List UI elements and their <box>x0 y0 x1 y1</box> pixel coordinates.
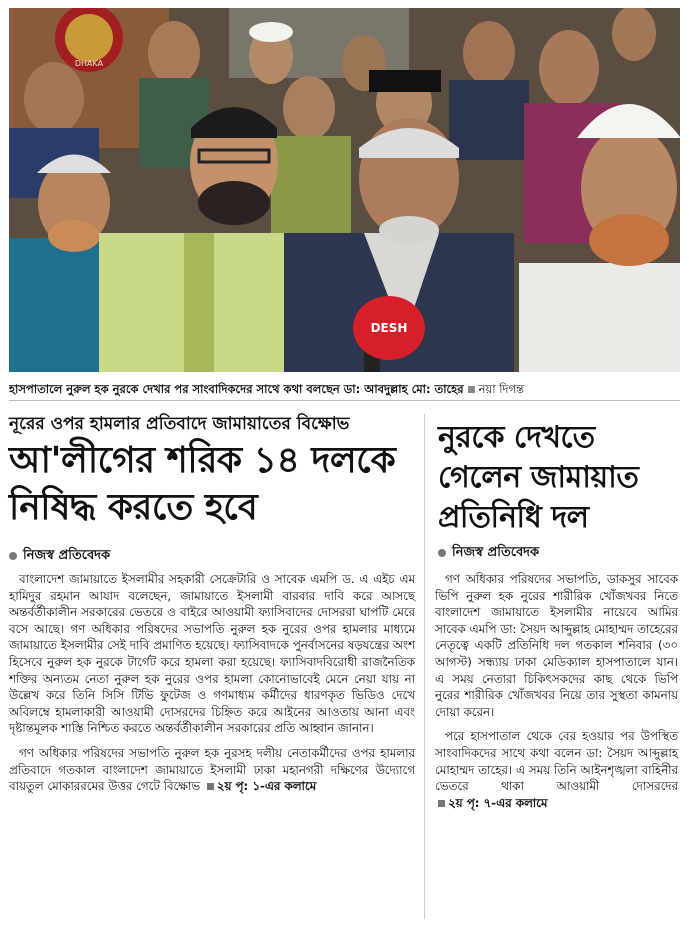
left-paragraph-1: বাংলাদেশ জামায়াতে ইসলামীর সহকারী সেক্রেটারি ও সাবেক এমপি ড. এ এইচ এম হামিদুর রহমান আযাদ বলেছেন, জামায়াতে ইসলামী বারবার দাবি করে আসছে অন্তর্বর্তীকালীন সরকারের ভেতরে ও বাইরে আওয়ামী ফ্যাসিবাদের দোসররা ঘাপটি মেরে বসে আছে। গণ অধিকার পরিষদের সভাপতি নুরুল হক নুরের ওপর হামলার মাধ্যমে জামায়াতে ইসলামীর সেই দাবি প্রমাণিত হয়েছে। ফ্যাসিবাদকে পুনর্বাসনের ষড়যন্ত্রের অংশ হিসেবে নুরুল হক নুরকে টার্গেট করে হামলা করা হয়েছে। ফ্যাসিবাদবিরোধী রাজনৈতিক শক্তির অন্যতম নেতা নুরুল হক নুরের ওপর হামলা কোনোভাবেই মেনে নেয়া যায় না উল্লেখ করে তিনি সিসি টিভি ফুটেজ ও গণমাধ্যম কর্মীদের ধারণকৃত ভিডিও দেখে অবিলম্বে হামলাকারী আওয়ামী দোসরদের চিহ্নিত করে আইনের আওতায় আনা এবং দৃষ্টান্তমূলক শাস্তি নিশ্চিত করতে অন্তর্বর্তীকালীন সরকারের প্রতি আহ্বান জানান। <box>9 572 415 736</box>
left-jump-line <box>204 779 316 793</box>
right-headline-line-1: নুরকে দেখতে <box>438 420 595 455</box>
left-story-byline <box>9 546 110 567</box>
mic-logo-text: DESH <box>370 321 408 335</box>
left-story-body <box>9 571 415 795</box>
caption-divider <box>9 400 680 401</box>
left-paragraph-2-text: গণ অধিকার পরিষদের সভাপতি নুরুল হক নুরসহ দলীয় নেতাকর্মীদের ওপর হামলার প্রতিবাদে গতকাল বাংলাদেশ জামায়াতে ইসলামী ঢাকা মহানগরী দক্ষিণের উদ্যোগে বায়তুল মোকাররমের উত্তর গেটে বিক্ষোভ <box>9 745 415 794</box>
byline-bullet-icon <box>438 549 446 557</box>
right-headline-line-3: প্রতিনিধি দল <box>438 500 589 535</box>
right-byline-text: নিজস্ব প্রতিবেদক <box>452 545 540 560</box>
left-story-headline <box>9 437 419 531</box>
photo-caption <box>9 381 680 400</box>
jump-square-icon <box>207 783 214 790</box>
emblem-text: DHAKA <box>74 59 104 68</box>
left-jump-text: ২য় পৃ: ১-এর কলামে <box>216 779 317 794</box>
right-jump-text: ২য় পৃ: ৭-এর কলামে <box>448 795 548 810</box>
jump-square-icon <box>438 800 445 807</box>
byline-bullet-icon <box>9 552 17 560</box>
left-headline-line-2: নিষিদ্ধ করতে হবে <box>9 487 258 528</box>
left-byline-text: নিজস্ব প্রতিবেদক <box>23 548 111 563</box>
left-paragraph-2 <box>9 745 415 795</box>
left-story-kicker: নূরের ওপর হামলার প্রতিবাদে জামায়াতের বিক্ষোভ <box>9 414 350 434</box>
caption-text: হাসপাতালে নুরুল হক নুরকে দেখার পর সাংবাদিকদের সাথে কথা বলছেন ডা: আবদুল্লাহ মো: তাহের <box>9 382 464 396</box>
right-headline-line-2: গেলেন জামায়াত <box>438 460 639 495</box>
photo-credit: নয়া দিগন্ত <box>478 382 524 396</box>
right-paragraph-2-text: পরে হাসপাতাল থেকে বের হওয়ার পর উপস্থিত সাংবাদিকদের সাথে কথা বলেন ডা: সৈয়দ আব্দুল্লাহ মোহাম্মদ তাহের। এ সময় তিনি আইনশৃঙ্খলা বাহিনীর ভেতরে থাকা আওয়ামী দোসরদের <box>435 729 678 794</box>
right-story-body <box>435 571 678 811</box>
right-paragraph-1: গণ অধিকার পরিষদের সভাপতি, ডাকসুর সাবেক ভিপি নুরুল হক নুরের শারীরিক খোঁজখবর নিতে বাংলাদেশ জামায়াতে ইসলামীর নায়েবে আমির সাবেক এমপি ডা: সৈয়দ আব্দুল্লাহ মোহাম্মদ তাহেরের নেতৃত্বে একটি প্রতিনিধি দল গতকাল শনিবার (৩০ আগস্ট) সন্ধ্যায় ঢাকা মেডিক্যাল হাসপাতালে যান। এ সময় নেতারা চিকিৎসকদের কাছ থেকে ভিপি নুরের শারীরিক খোঁজখবর নিয়ে তার সুস্থতা কামনায় দোয়া করেন। <box>435 572 678 719</box>
news-photo <box>9 8 680 372</box>
right-story-headline <box>438 418 678 538</box>
caption-square-icon <box>468 386 475 393</box>
right-paragraph-2 <box>435 728 678 811</box>
left-headline-line-1: আ'লীগের শরিক ১৪ দলকে <box>9 440 396 481</box>
right-story-byline <box>438 543 539 564</box>
group-photo-illustration <box>9 8 680 372</box>
column-divider <box>424 414 425 919</box>
emblem-inner <box>65 14 113 62</box>
right-jump-line <box>435 796 547 810</box>
